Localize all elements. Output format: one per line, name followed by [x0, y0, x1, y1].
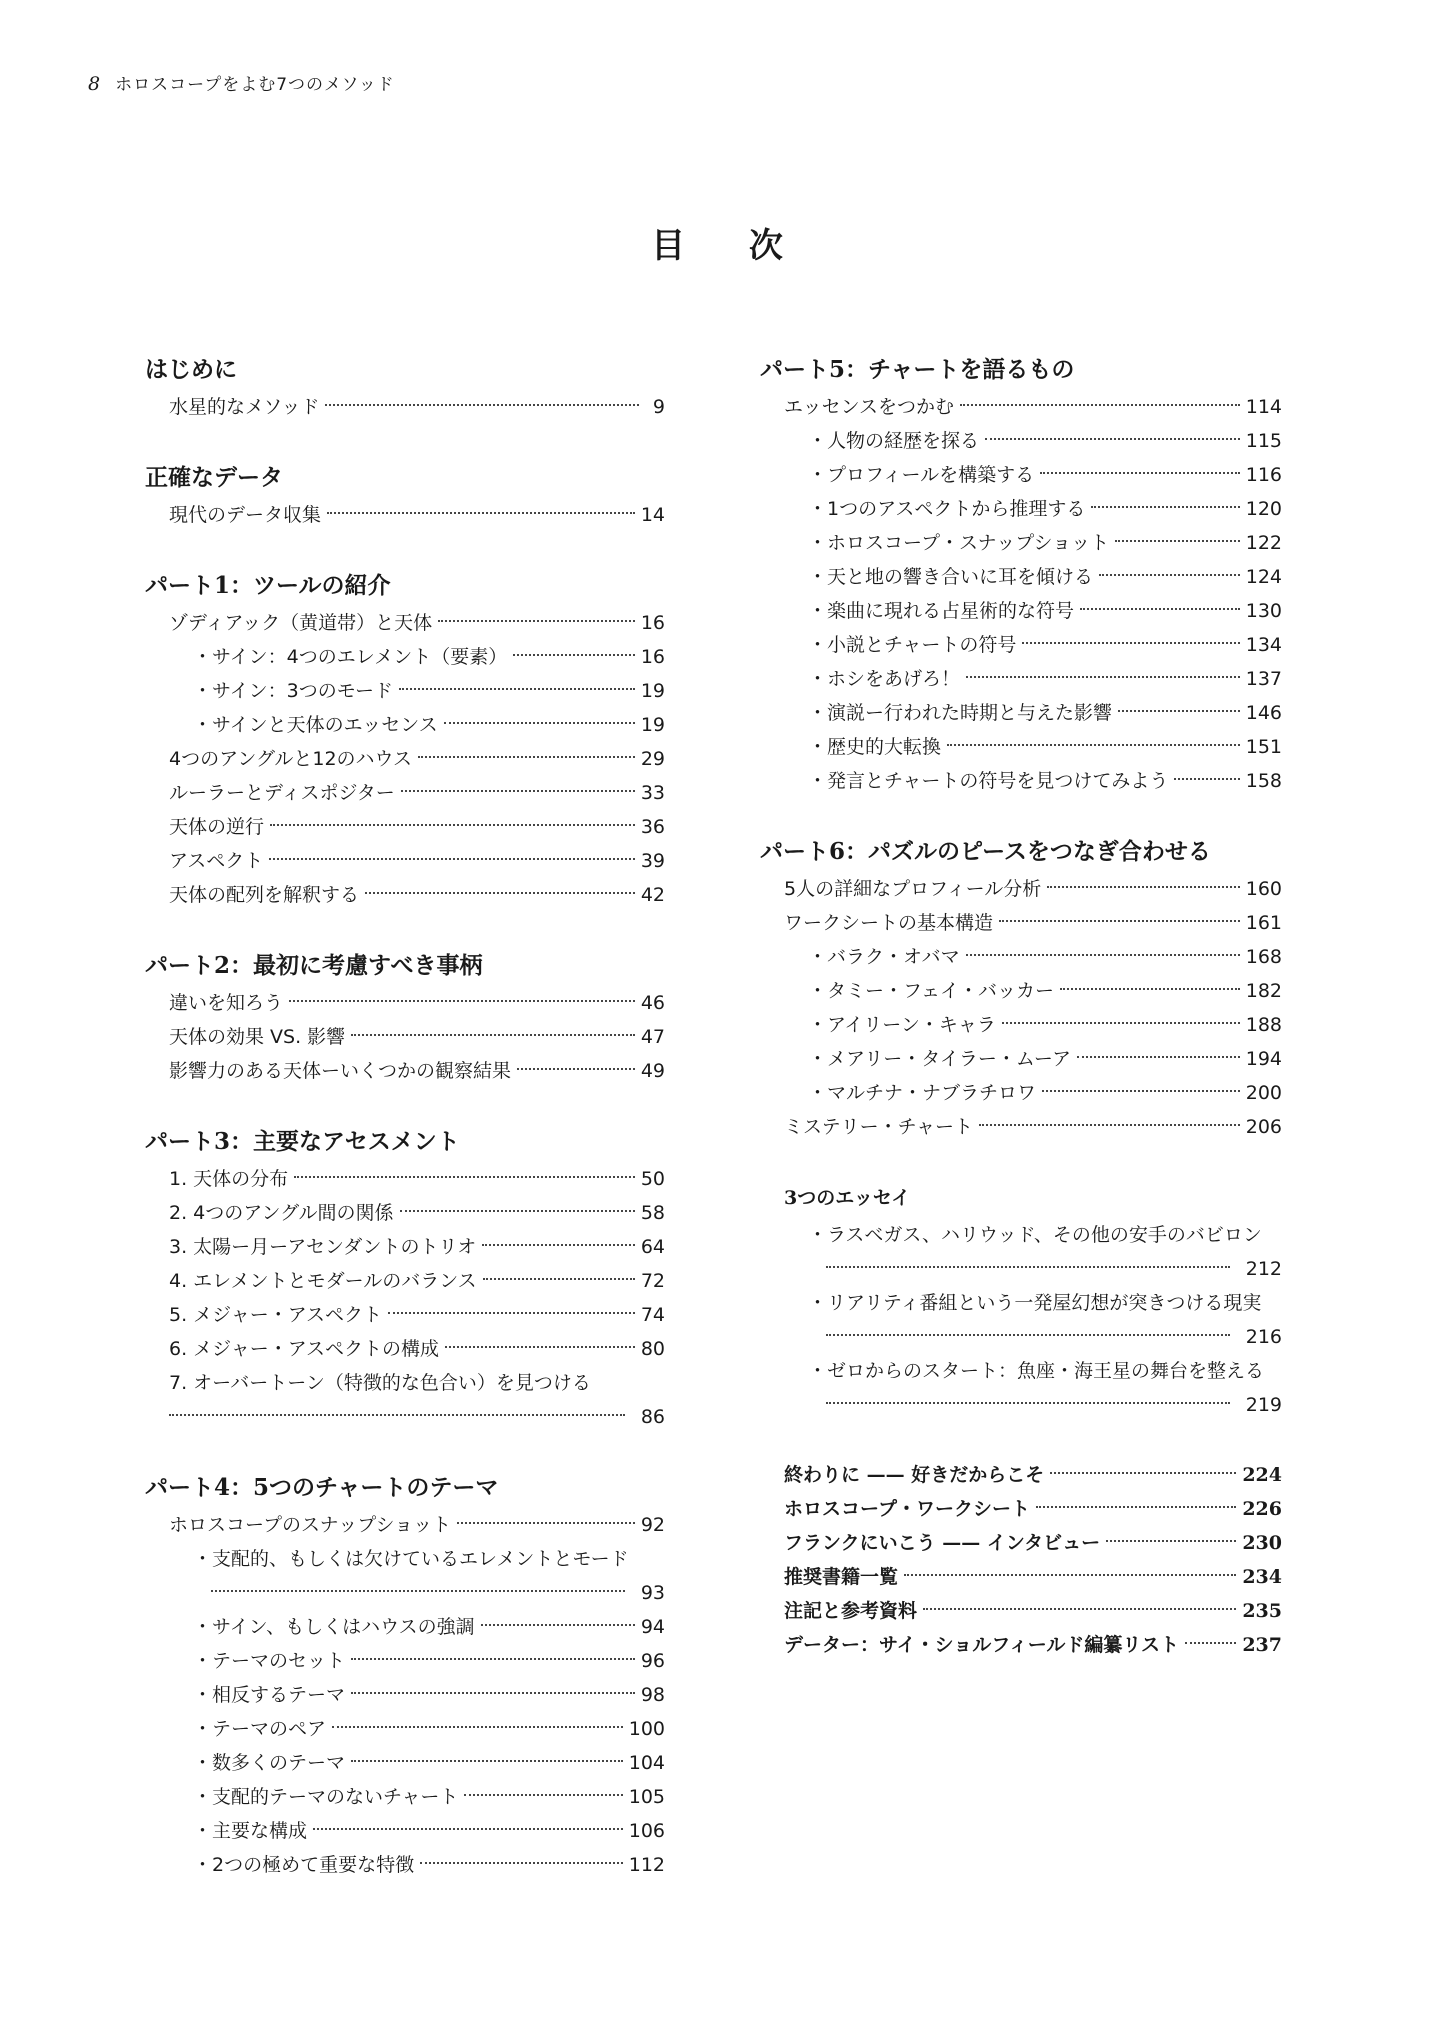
toc-section [145, 948, 665, 1088]
toc-entry-label: 水星的なメソッド [169, 396, 320, 418]
toc-entry-page: 224 [1242, 1464, 1282, 1486]
dot-leader [947, 744, 1240, 746]
toc-entry[interactable] [760, 390, 1282, 424]
toc-entry-label: ・サイン：3つのモード [193, 680, 393, 702]
dot-leader [289, 1000, 635, 1002]
toc-section [760, 1180, 1282, 1422]
toc-entry-page: 19 [640, 680, 665, 702]
toc-entry-page: 92 [640, 1514, 665, 1536]
toc-right-column [760, 352, 1282, 1662]
toc-entry-page: 33 [640, 782, 665, 804]
toc-entry[interactable] [760, 1354, 1282, 1422]
page-number: 8 [88, 73, 102, 95]
toc-entry[interactable] [760, 940, 1282, 974]
toc-entry-page: 104 [628, 1752, 665, 1774]
dot-leader [1047, 886, 1240, 888]
toc-section [145, 460, 665, 532]
toc-entry[interactable] [145, 1230, 665, 1264]
toc-entry[interactable] [145, 776, 665, 810]
toc-entry-page: 19 [640, 714, 665, 736]
toc-entry-label: 現代のデータ収集 [169, 504, 322, 526]
toc-entry-page: 151 [1245, 736, 1282, 758]
dot-leader [1042, 1090, 1240, 1092]
toc-entry-page: 93 [640, 1582, 665, 1604]
dot-leader [1080, 608, 1240, 610]
toc-entry[interactable] [760, 906, 1282, 940]
toc-entry[interactable] [145, 1054, 665, 1088]
running-title: ホロスコープをよむ7つのメソッド [115, 75, 395, 95]
toc-entry-label: ・バラク・オバマ [808, 946, 960, 968]
dot-leader [966, 676, 1240, 678]
section-title[interactable]: パート5：チャートを語るもの [760, 356, 1075, 383]
toc-entry[interactable] [145, 1162, 665, 1196]
toc-entry-label: 推奨書籍一覧 [784, 1566, 899, 1588]
toc-entry-page: 146 [1245, 702, 1282, 724]
toc-entry[interactable] [760, 1076, 1282, 1110]
toc-entry-label: ・2つの極めて重要な特徴 [193, 1854, 415, 1876]
dot-leader [351, 1658, 635, 1660]
toc-entry-page: 216 [1245, 1326, 1282, 1348]
dot-leader [269, 858, 635, 860]
dot-leader [211, 1590, 625, 1592]
toc-entry[interactable] [145, 674, 665, 708]
toc-entry-label: ・ゼロからのスタート：魚座・海王星の舞台を整える [808, 1360, 1265, 1382]
toc-entry[interactable] [784, 1458, 1282, 1492]
dot-leader [1050, 1472, 1236, 1474]
toc-entry-label: ・天と地の響き合いに耳を傾ける [808, 566, 1094, 588]
toc-entry[interactable] [145, 742, 665, 776]
toc-entry-label: 4. エレメントとモダールのバランス [169, 1270, 477, 1292]
dot-leader [1118, 710, 1240, 712]
toc-entry-label: ・演説ー行われた時期と与えた影響 [808, 702, 1113, 724]
toc-entry[interactable] [760, 1042, 1282, 1076]
section-title[interactable]: パート4：5つのチャートのテーマ [145, 1474, 499, 1501]
toc-entry-label: 影響力のある天体ーいくつかの観察結果 [169, 1060, 512, 1082]
toc-entry-page: 219 [1245, 1394, 1282, 1416]
toc-entry[interactable] [145, 1848, 665, 1882]
dot-leader [457, 1522, 635, 1524]
toc-entry-page: 212 [1245, 1258, 1282, 1280]
toc-entry-page: 80 [640, 1338, 665, 1360]
toc-entry-page: 72 [640, 1270, 665, 1292]
toc-entry-page: 16 [640, 612, 665, 634]
page-title: 目 次 [651, 226, 809, 266]
dot-leader [966, 954, 1240, 956]
toc-entry[interactable] [760, 628, 1282, 662]
toc-entry-page: 230 [1242, 1532, 1282, 1554]
toc-entry-leader [169, 1400, 665, 1434]
toc-entry-label: ・ホシをあげろ！ [808, 668, 961, 690]
toc-entry-page: 194 [1245, 1048, 1282, 1070]
toc-entry-page: 200 [1245, 1082, 1282, 1104]
toc-section [760, 834, 1282, 1144]
dot-leader [313, 1828, 623, 1830]
toc-entry-label: ミステリー・チャート [784, 1116, 974, 1138]
dot-leader [999, 920, 1240, 922]
toc-entry-page: 98 [640, 1684, 665, 1706]
section-title[interactable]: 3つのエッセイ [784, 1187, 911, 1209]
toc-entry-label: データー：サイ・ショルフィールド編纂リスト [784, 1634, 1180, 1656]
dot-leader [401, 790, 635, 792]
toc-entry[interactable] [760, 492, 1282, 526]
toc-entry-label: ・タミー・フェイ・バッカー [808, 980, 1055, 1002]
dot-leader [418, 756, 635, 758]
toc-entry-page: 64 [640, 1236, 665, 1258]
toc-entry-label: ・サインと天体のエッセンス [193, 714, 438, 736]
dot-leader [1185, 1642, 1236, 1644]
toc-entry-label: 3. 太陽ー月ーアセンダントのトリオ [169, 1236, 477, 1258]
toc-entry-page: 188 [1245, 1014, 1282, 1036]
toc-entry[interactable] [760, 526, 1282, 560]
toc-section [145, 1124, 665, 1434]
running-head [88, 70, 395, 95]
toc-entry-label: アスペクト [169, 850, 264, 872]
toc-entry-label: ・マルチナ・ナブラチロワ [808, 1082, 1037, 1104]
dot-leader [1174, 778, 1239, 780]
toc-entry-page: 100 [628, 1718, 665, 1740]
toc-entry-label: ・支配的テーマのないチャート [193, 1786, 459, 1808]
toc-entry-leader [808, 1252, 1282, 1286]
endmatter-list [760, 1458, 1282, 1662]
dot-leader [351, 1034, 635, 1036]
toc-entry[interactable] [145, 390, 665, 424]
toc-entry-page: 86 [640, 1406, 665, 1428]
toc-entry-page: 36 [640, 816, 665, 838]
toc-entry-label: エッセンスをつかむ [784, 396, 955, 418]
dot-leader [482, 1244, 635, 1246]
toc-left-column [145, 352, 665, 1918]
toc-entry[interactable] [760, 696, 1282, 730]
toc-entry-label: 4つのアングルと12のハウス [169, 748, 412, 770]
section-title[interactable]: パート3：主要なアセスメント [145, 1128, 460, 1155]
toc-entry-page: 39 [640, 850, 665, 872]
toc-entry-label: 違いを知ろう [169, 992, 284, 1014]
toc-entry[interactable] [760, 730, 1282, 764]
toc-entry-label: ・ラスベガス、ハリウッド、その他の安手のバビロン [808, 1224, 1262, 1246]
dot-leader [513, 654, 635, 656]
toc-entry-page: 46 [640, 992, 665, 1014]
toc-entry-label: フランクにいこう —— インタビュー [784, 1532, 1101, 1554]
dot-leader [351, 1692, 635, 1694]
dot-leader [399, 688, 635, 690]
toc-entry[interactable] [760, 1110, 1282, 1144]
toc-entry-page: 182 [1245, 980, 1282, 1002]
toc-entry[interactable] [760, 662, 1282, 696]
toc-entry[interactable] [145, 1712, 665, 1746]
toc-entry[interactable] [760, 974, 1282, 1008]
toc-entry-page: 124 [1245, 566, 1282, 588]
dot-leader [169, 1414, 625, 1416]
dot-leader [294, 1176, 635, 1178]
dot-leader [1022, 642, 1239, 644]
dot-leader [332, 1726, 623, 1728]
toc-entry[interactable] [760, 764, 1282, 798]
toc-entry-page: 237 [1242, 1634, 1282, 1656]
toc-entry[interactable] [145, 1020, 665, 1054]
toc-entry[interactable] [145, 1332, 665, 1366]
toc-entry[interactable] [145, 1780, 665, 1814]
toc-entry-leader [193, 1576, 665, 1610]
toc-entry-page: 106 [628, 1820, 665, 1842]
toc-entry-label: ・リアリティ番組という一発屋幻想が突きつける現実 [808, 1292, 1262, 1314]
toc-entry-label: ・テーマのペア [193, 1718, 327, 1740]
toc-entry-page: 130 [1245, 600, 1282, 622]
toc-entry-page: 120 [1245, 498, 1282, 520]
dot-leader [923, 1608, 1236, 1610]
toc-entry-page: 137 [1245, 668, 1282, 690]
toc-entry-label: 7. オーバートーン（特徴的な色合い）を見つける [169, 1372, 591, 1394]
dot-leader [517, 1068, 635, 1070]
toc-entry-label: ・相反するテーマ [193, 1684, 346, 1706]
toc-entry[interactable] [760, 594, 1282, 628]
toc-entry[interactable] [145, 708, 665, 742]
toc-entry-label: ・楽曲に現れる占星術的な符号 [808, 600, 1075, 622]
section-title[interactable]: パート6：パズルのピースをつなぎ合わせる [760, 838, 1211, 865]
toc-entry-label: ・小説とチャートの符号 [808, 634, 1017, 656]
toc-entry-leader [808, 1320, 1282, 1354]
section-title[interactable]: パート2：最初に考慮すべき事柄 [145, 952, 483, 979]
dot-leader [481, 1624, 635, 1626]
toc-entry[interactable] [145, 1746, 665, 1780]
dot-leader [1036, 1506, 1236, 1508]
dot-leader [327, 512, 635, 514]
toc-entry[interactable] [145, 1610, 665, 1644]
toc-entry-page: 29 [640, 748, 665, 770]
toc-entry-page: 94 [640, 1616, 665, 1638]
toc-entry-page: 16 [640, 646, 665, 668]
toc-entry-label: ホロスコープ・ワークシート [784, 1498, 1031, 1520]
dot-leader [985, 438, 1240, 440]
dot-leader [483, 1278, 635, 1280]
toc-entry-label: ホロスコープのスナップショット [169, 1514, 452, 1536]
dot-leader [270, 824, 635, 826]
toc-entry[interactable] [760, 1218, 1282, 1286]
toc-entry-label: ワークシートの基本構造 [784, 912, 994, 934]
toc-entry-page: 9 [652, 396, 665, 418]
toc-entry[interactable] [145, 810, 665, 844]
toc-entry[interactable] [760, 458, 1282, 492]
toc-entry-page: 226 [1242, 1498, 1282, 1520]
toc-section [145, 1470, 665, 1882]
toc-entry-label: ゾディアック（黄道帯）と天体 [169, 612, 433, 634]
dot-leader [1106, 1540, 1236, 1542]
dot-leader [826, 1402, 1230, 1404]
toc-entry[interactable] [145, 640, 665, 674]
toc-entry-page: 74 [640, 1304, 665, 1326]
toc-entry-label: 天体の逆行 [169, 816, 265, 838]
toc-entry[interactable] [145, 844, 665, 878]
toc-entry-label: ・テーマのセット [193, 1650, 346, 1672]
section-title[interactable]: パート1：ツールの紹介 [145, 572, 391, 599]
toc-entry-page: 112 [628, 1854, 665, 1876]
dot-leader [325, 404, 639, 406]
toc-entry-label: ・サイン：4つのエレメント（要素） [193, 646, 508, 668]
toc-entry-label: ・主要な構成 [193, 1820, 308, 1842]
dot-leader [445, 1346, 635, 1348]
toc-entry[interactable] [784, 1492, 1282, 1526]
toc-entry[interactable] [145, 1814, 665, 1848]
toc-entry[interactable] [760, 1008, 1282, 1042]
dot-leader [1099, 574, 1240, 576]
toc-entry-page: 47 [640, 1026, 665, 1048]
dot-leader [365, 892, 635, 894]
toc-entry-page: 49 [640, 1060, 665, 1082]
toc-section [145, 352, 665, 424]
toc-entry[interactable] [145, 1196, 665, 1230]
toc-entry[interactable] [145, 1542, 665, 1610]
toc-entry-label: 6. メジャー・アスペクトの構成 [169, 1338, 440, 1360]
toc-entry-page: 161 [1245, 912, 1282, 934]
dot-leader [400, 1210, 635, 1212]
dot-leader [444, 722, 635, 724]
toc-entry-page: 122 [1245, 532, 1282, 554]
dot-leader [1040, 472, 1240, 474]
toc-entry[interactable] [784, 1526, 1282, 1560]
dot-leader [1077, 1056, 1240, 1058]
dot-leader [979, 1124, 1240, 1126]
dot-leader [388, 1312, 635, 1314]
toc-entry-page: 235 [1242, 1600, 1282, 1622]
dot-leader [1115, 540, 1240, 542]
toc-entry[interactable] [784, 1594, 1282, 1628]
toc-section [145, 568, 665, 912]
dot-leader [1060, 988, 1240, 990]
section-title[interactable]: はじめに [145, 356, 237, 383]
toc-entry-leader [808, 1388, 1282, 1422]
toc-entry-page: 160 [1245, 878, 1282, 900]
toc-entry[interactable] [145, 878, 665, 912]
dot-leader [464, 1794, 622, 1796]
dot-leader [826, 1334, 1230, 1336]
toc-entry[interactable] [760, 560, 1282, 594]
toc-entry-page: 14 [640, 504, 665, 526]
toc-entry-page: 105 [628, 1786, 665, 1808]
toc-entry-label: ・数多くのテーマ [193, 1752, 346, 1774]
toc-entry-label: 天体の効果 VS. 影響 [169, 1026, 346, 1048]
dot-leader [1002, 1022, 1240, 1024]
toc-entry-label: 2. 4つのアングル間の関係 [169, 1202, 394, 1224]
toc-entry-page: 42 [640, 884, 665, 906]
toc-entry-label: ・プロフィールを構築する [808, 464, 1035, 486]
toc-entry-label: 注記と参考資料 [784, 1600, 918, 1622]
toc-entry-label: ・メアリー・タイラー・ムーア [808, 1048, 1071, 1070]
toc-entry[interactable] [145, 1264, 665, 1298]
toc-entry[interactable] [145, 1508, 665, 1542]
dot-leader [420, 1862, 623, 1864]
toc-section [760, 352, 1282, 798]
toc-entry[interactable] [145, 1298, 665, 1332]
toc-entry[interactable] [145, 1678, 665, 1712]
toc-entry-label: ルーラーとディスポジター [169, 782, 395, 804]
toc-entry-label: 1. 天体の分布 [169, 1168, 289, 1190]
toc-entry-page: 58 [640, 1202, 665, 1224]
dot-leader [960, 404, 1240, 406]
toc-entry[interactable] [784, 1628, 1282, 1662]
dot-leader [351, 1760, 623, 1762]
dot-leader [826, 1266, 1230, 1268]
toc-entry[interactable] [760, 1286, 1282, 1354]
toc-entry-label: ・歴史的大転換 [808, 736, 942, 758]
toc-entry-label: ・発言とチャートの符号を見つけてみよう [808, 770, 1169, 792]
toc-entry-label: ・人物の経歴を探る [808, 430, 980, 452]
toc-entry-page: 96 [640, 1650, 665, 1672]
toc-entry-page: 134 [1245, 634, 1282, 656]
toc-entry-page: 206 [1245, 1116, 1282, 1138]
toc-entry-page: 115 [1245, 430, 1282, 452]
toc-entry-label: ・1つのアスペクトから推理する [808, 498, 1086, 520]
toc-entry[interactable] [145, 986, 665, 1020]
toc-entry-label: ・支配的、もしくは欠けているエレメントとモード [193, 1548, 629, 1570]
toc-entry[interactable] [145, 1644, 665, 1678]
section-title[interactable]: 正確なデータ [145, 464, 283, 491]
toc-entry-page: 234 [1242, 1566, 1282, 1588]
toc-entry[interactable] [760, 424, 1282, 458]
toc-entry[interactable] [145, 1366, 665, 1434]
toc-entry-label: ・アイリーン・キャラ [808, 1014, 996, 1036]
toc-entry-label: ・ホロスコープ・スナップショット [808, 532, 1110, 554]
toc-entry-page: 116 [1245, 464, 1282, 486]
toc-entry-label: 終わりに —— 好きだからこそ [784, 1464, 1045, 1486]
toc-entry-label: ・サイン、もしくはハウスの強調 [193, 1616, 475, 1638]
toc-entry-page: 168 [1245, 946, 1282, 968]
toc-entry[interactable] [145, 498, 665, 532]
toc-entry-label: 天体の配列を解釈する [169, 884, 360, 906]
toc-entry[interactable] [760, 872, 1282, 906]
toc-entry-label: 5人の詳細なプロフィール分析 [784, 878, 1042, 900]
toc-entry[interactable] [784, 1560, 1282, 1594]
toc-entry[interactable] [145, 606, 665, 640]
dot-leader [904, 1574, 1236, 1576]
toc-entry-page: 114 [1245, 396, 1282, 418]
toc-entry-page: 50 [640, 1168, 665, 1190]
dot-leader [1091, 506, 1239, 508]
toc-entry-page: 158 [1245, 770, 1282, 792]
toc-entry-label: 5. メジャー・アスペクト [169, 1304, 383, 1326]
dot-leader [438, 620, 635, 622]
